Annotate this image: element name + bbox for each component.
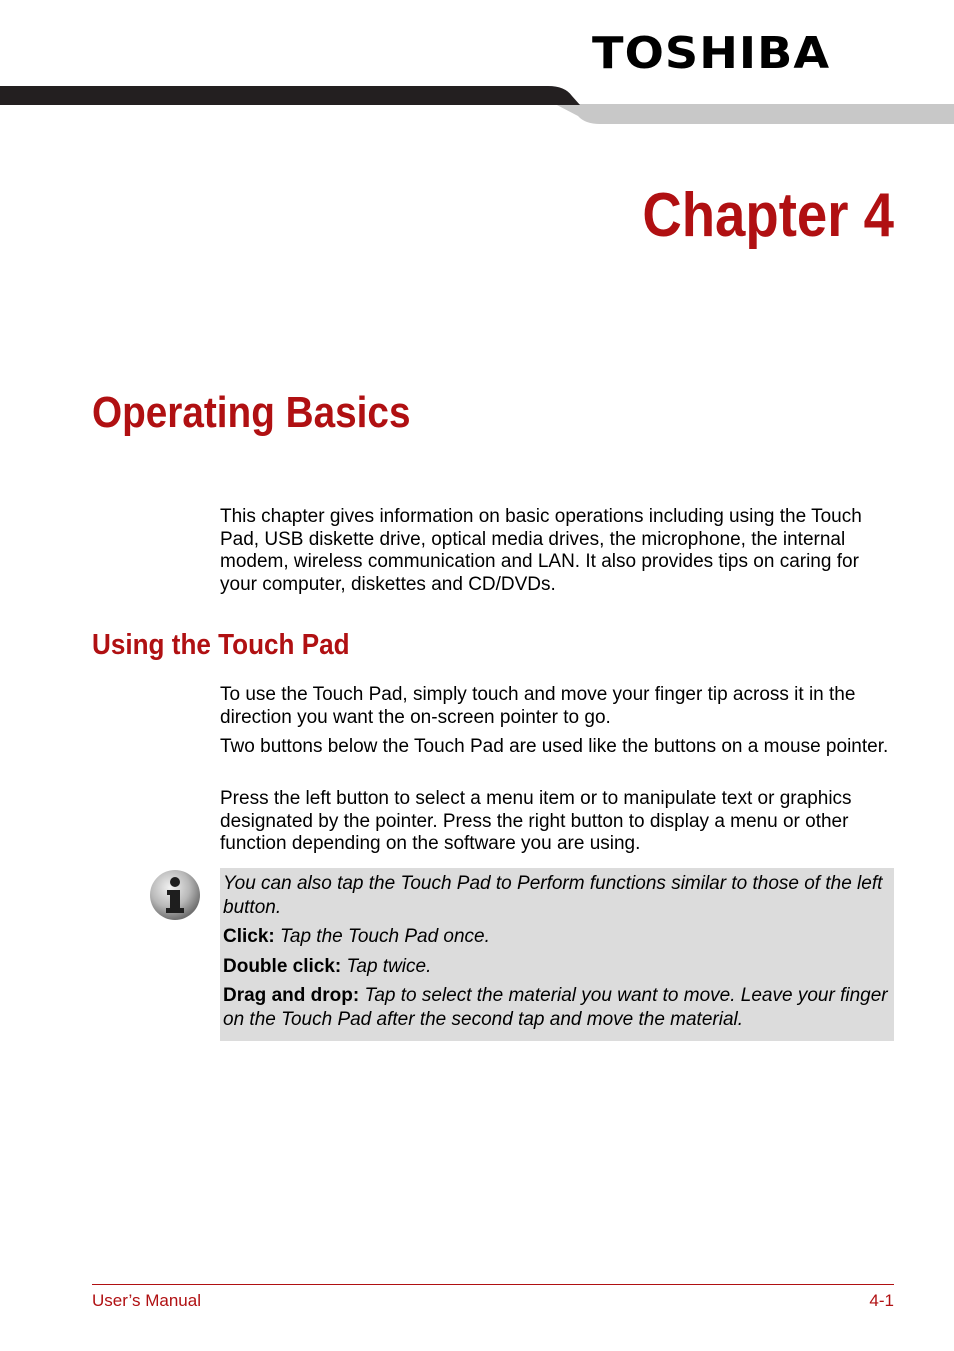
footer-manual-label: User’s Manual <box>92 1291 201 1310</box>
touchpad-heading: Using the Touch Pad <box>92 629 350 661</box>
chapter-title: Chapter 4 <box>642 181 894 250</box>
toshiba-logo: TOSHIBA <box>592 28 831 79</box>
page-number: 4-1 <box>869 1291 894 1310</box>
note-click: Click: Tap the Touch Pad once. <box>223 926 490 947</box>
header-band-light <box>555 104 954 124</box>
touchpad-paragraph-3: Press the left button to select a menu item or to manipulate text or graphics designated by the pointer. Press the right button to display a menu or other function depending on the software you are using. <box>220 788 852 855</box>
note-drag-drop: Drag and drop: Tap to select the material you want to move. Leave your finger on the Touch Pad after the second tap and move the material. <box>223 985 888 1030</box>
section-title: Operating Basics <box>92 388 411 437</box>
info-icon <box>148 868 202 922</box>
touchpad-paragraph-1: To use the Touch Pad, simply touch and move your finger tip across it in the direction you want the on-screen pointer to go. <box>220 684 856 728</box>
header-band <box>0 84 954 126</box>
note-double-click: Double click: Tap twice. <box>223 955 432 977</box>
footer-divider <box>92 1284 894 1285</box>
header-band-dark <box>0 86 580 105</box>
intro-paragraph: This chapter gives information on basic operations including using the Touch Pad, USB diskette drive, optical media drives, the microphone, the internal modem, wireless communication and LAN. It also provides tips on caring for your computer, diskettes and CD/DVDs. <box>220 506 862 595</box>
note-box <box>220 868 894 1041</box>
touchpad-paragraph-2: Two buttons below the Touch Pad are used like the buttons on a mouse pointer. <box>220 736 889 757</box>
note-intro: You can also tap the Touch Pad to Perform functions similar to those of the left button. <box>223 873 883 918</box>
